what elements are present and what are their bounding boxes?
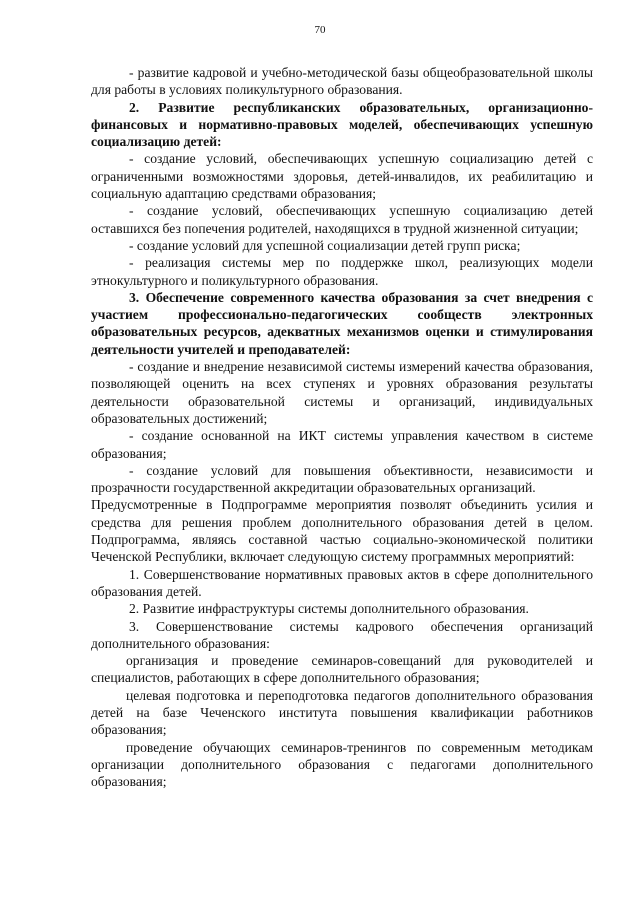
page-number: 70 — [314, 24, 326, 36]
paragraph-2-item-1: - создание условий, обеспечивающих успешную социализацию детей с ограниченными возможностями здоровья, детей-инвалидов, их реабилитацию и социальную адаптацию средствами образования; — [91, 151, 593, 202]
document-body — [91, 64, 593, 790]
section-heading-2: 2. Развитие республиканских образовательных, организационно-финансовых и нормативно-правовых моделей, обеспечивающих успешную социализацию детей: — [91, 99, 593, 150]
subprogram-paragraph: Предусмотренные в Подпрограмме мероприятия позволят объединить усилия и средства для решения проблем дополнительного образования детей в целом. Подпрограмма, являясь составной частью социально-экономической политики Чеченской Республики, включает следующую систему программных мероприятий: — [91, 497, 593, 565]
paragraph-3-item-2: - создание основанной на ИКТ системы управления качеством в системе образования; — [91, 428, 593, 461]
measure-2: 2. Развитие инфраструктуры системы дополнительного образования. — [129, 601, 529, 617]
measure-1: 1. Совершенствование нормативных правовых актов в сфере дополнительного образования детей. — [91, 566, 593, 599]
measure-3: 3. Совершенствование системы кадрового обеспечения организаций дополнительного образования: — [91, 618, 593, 651]
paragraph-2-item-4: - реализация системы мер по поддержке школ, реализующих модели этнокультурного и поликультурного образования. — [91, 255, 593, 288]
paragraph-2-item-3: - создание условий для успешной социализации детей групп риска; — [129, 237, 521, 253]
measure-3-item-1: организация и проведение семинаров-совещаний для руководителей и специалистов, работающих в сфере дополнительного образования; — [91, 653, 593, 686]
paragraph-3-item-3: - создание условий для повышения объективности, независимости и прозрачности государственной аккредитации образовательных организаций. — [91, 462, 593, 496]
paragraph-2-item-2: - создание условий, обеспечивающих успешную социализацию детей оставшихся без попечения родителей, находящихся в трудной жизненной ситуации; — [91, 203, 593, 236]
paragraph-3-item-1: - создание и внедрение независимой системы измерений качества образования, позволяющей оценить на всех ступенях и уровнях образования результаты деятельности образовательной системы и организаций, индивидуальных образовательных достижений; — [91, 359, 593, 426]
measure-3-item-2: целевая подготовка и переподготовка педагогов дополнительного образования детей на базе Чеченского института повышения квалификации работников образования; — [91, 687, 593, 738]
section-heading-3: 3. Обеспечение современного качества образования за счет внедрения с участием профессионально-педагогических сообществ электронных образовательных ресурсов, адекватных механизмов оценки и стимулирования деятельности учителей и преподавателей: — [91, 289, 593, 357]
measure-3-item-3: проведение обучающих семинаров-тренингов по современным методикам организации дополнительного образования с педагогами дополнительного образования; — [91, 739, 593, 790]
paragraph-1: - развитие кадровой и учебно-методической базы общеобразовательной школы для работы в условиях поликультурного образования. — [91, 65, 593, 98]
